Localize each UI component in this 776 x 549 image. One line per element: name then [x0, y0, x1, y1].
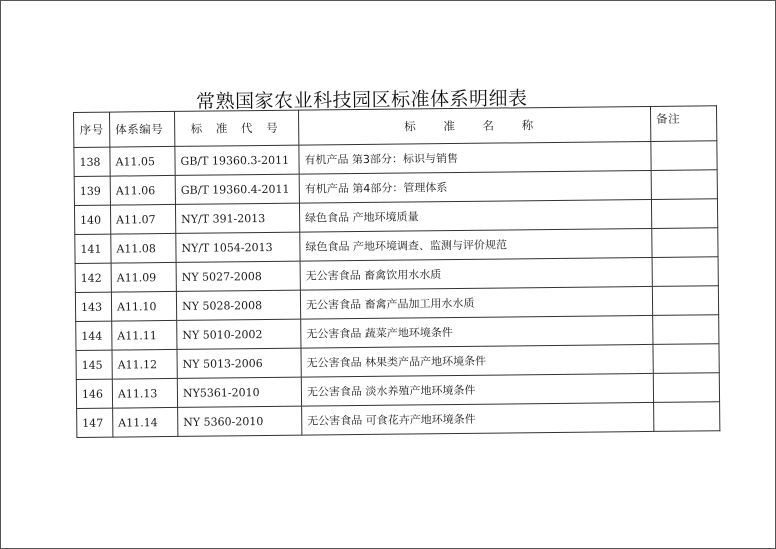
- cell-standard-name: 无公害食品 林果类产品产地环境条件: [301, 344, 653, 377]
- cell-system-code: A11.09: [111, 262, 176, 292]
- cell-standard-code: NY 5360-2010: [178, 406, 302, 436]
- cell-seq: 146: [76, 379, 112, 408]
- header-standard-code: 标 准 代 号: [174, 110, 298, 146]
- cell-seq: 145: [76, 350, 112, 379]
- standards-table-container: [73, 105, 720, 438]
- cell-remarks: [651, 141, 717, 171]
- cell-standard-name: 绿色食品 产地环境质量: [299, 199, 651, 232]
- cell-standard-name: 无公害食品 畜禽饮用水水质: [300, 257, 652, 290]
- cell-standard-code: GB/T 19360.3-2011: [175, 145, 299, 175]
- cell-system-code: A11.12: [112, 349, 177, 379]
- cell-remarks: [651, 199, 717, 229]
- cell-system-code: A11.07: [110, 204, 175, 234]
- cell-seq: 147: [77, 408, 113, 437]
- cell-standard-name: 无公害食品 畜禽产品加工用水水质: [300, 286, 652, 319]
- cell-system-code: A11.14: [113, 407, 178, 437]
- cell-remarks: [652, 228, 718, 258]
- cell-system-code: A11.11: [112, 320, 177, 350]
- document-title: 常熟国家农业科技园区标准体系明细表: [195, 87, 528, 113]
- cell-standard-name: 绿色食品 产地环境调查、监测与评价规范: [300, 228, 652, 261]
- cell-standard-code: NY 5027-2008: [176, 261, 300, 291]
- cell-standard-name: 无公害食品 蔬菜产地环境条件: [301, 315, 653, 348]
- cell-remarks: [652, 257, 718, 287]
- cell-seq: 144: [76, 321, 112, 350]
- table-body: [74, 141, 720, 438]
- header-system-code: 体系编号: [110, 111, 175, 147]
- header-remarks: 备注: [650, 106, 716, 142]
- cell-standard-code: NY 5013-2006: [177, 348, 301, 378]
- cell-standard-code: GB/T 19360.4-2011: [175, 174, 299, 204]
- cell-standard-code: NY/T 1054-2013: [176, 232, 300, 262]
- cell-remarks: [651, 170, 717, 200]
- cell-standard-code: NY 5028-2008: [176, 290, 300, 320]
- cell-remarks: [653, 315, 719, 345]
- cell-standard-name: 有机产品 第4部分：管理体系: [299, 170, 651, 203]
- cell-seq: 139: [74, 176, 110, 205]
- cell-standard-name: 无公害食品 淡水养殖产地环境条件: [301, 373, 653, 406]
- cell-standard-name: 无公害食品 可食花卉产地环境条件: [302, 402, 654, 435]
- header-seq: 序号: [74, 112, 110, 147]
- standards-table: [73, 105, 720, 438]
- cell-standard-code: NY/T 391-2013: [175, 203, 299, 233]
- cell-system-code: A11.06: [110, 175, 175, 205]
- cell-remarks: [652, 286, 718, 316]
- cell-system-code: A11.05: [110, 146, 175, 176]
- cell-standard-name: 有机产品 第3部分：标识与销售: [299, 141, 651, 174]
- cell-system-code: A11.10: [111, 291, 176, 321]
- cell-system-code: A11.13: [112, 378, 177, 408]
- cell-seq: 142: [75, 263, 111, 292]
- cell-remarks: [654, 402, 720, 432]
- table-row: [77, 402, 720, 438]
- cell-remarks: [653, 373, 719, 403]
- cell-seq: 143: [75, 292, 111, 321]
- cell-seq: 140: [74, 205, 110, 234]
- header-standard-name: 标 准 名 称: [298, 106, 650, 145]
- cell-standard-code: NY5361-2010: [177, 377, 301, 407]
- cell-remarks: [653, 344, 719, 374]
- cell-seq: 141: [75, 234, 111, 263]
- cell-seq: 138: [74, 147, 110, 176]
- cell-system-code: A11.08: [111, 233, 176, 263]
- cell-standard-code: NY 5010-2002: [177, 319, 301, 349]
